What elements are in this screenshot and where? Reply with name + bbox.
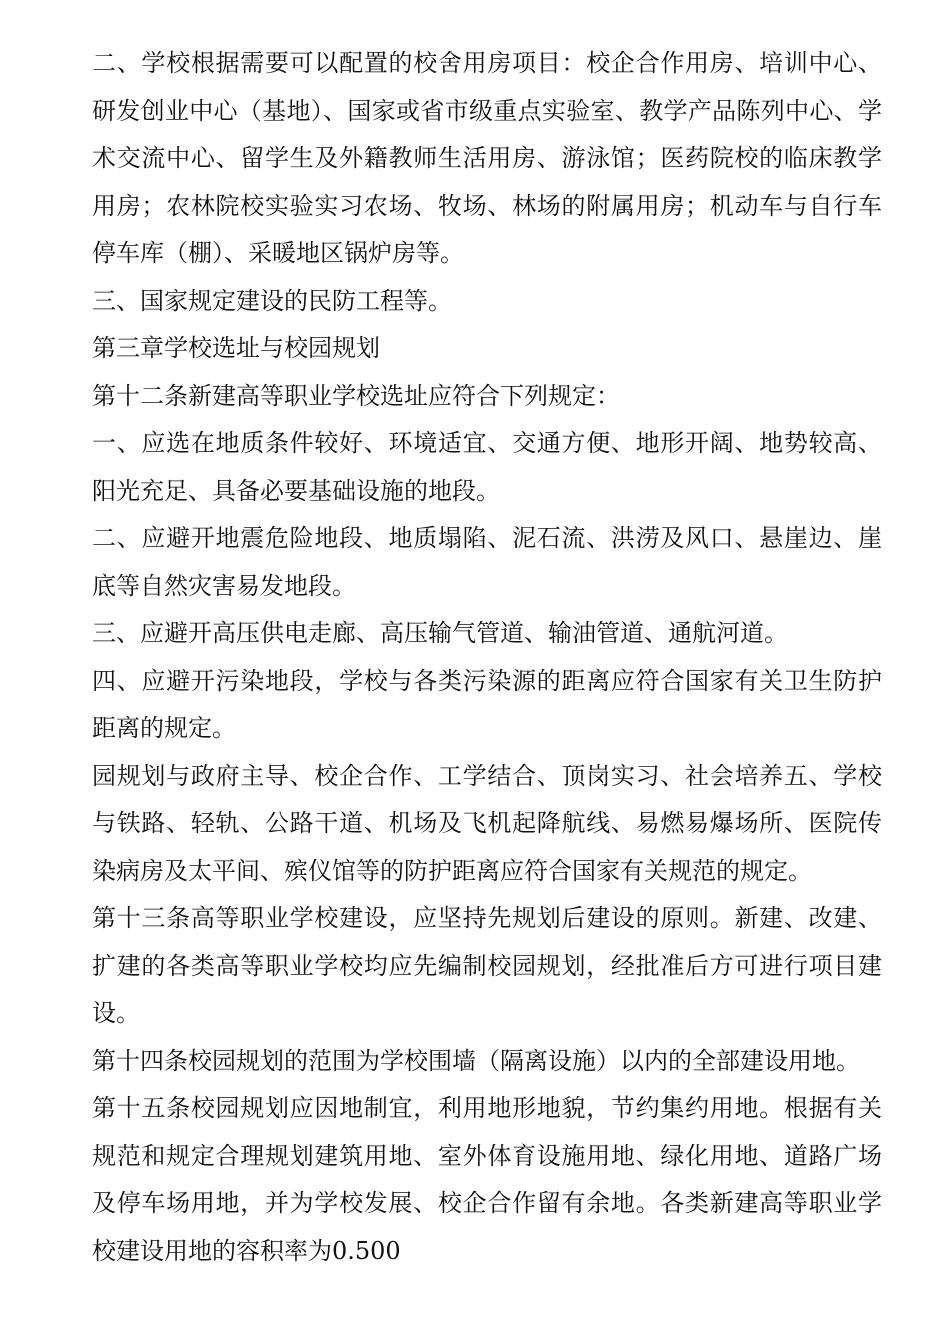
paragraph-site-selection-5: 园规划与政府主导、校企合作、工学结合、顶岗实习、社会培养五、学校与铁路、轻轨、公路干道、机场及飞机起降航线、易燃易爆场所、医院传染病房及太平间、殡仪馆等的防护距离应符合国家有关规范的规定。: [92, 761, 882, 885]
paragraph-site-selection-1: 一、应选在地质条件较好、环境适宜、交通方便、地形开阔、地势较高、阳光充足、具备必要基础设施的地段。: [92, 429, 882, 505]
paragraph-site-selection-3: 三、应避开高压供电走廊、高压输气管道、输油管道、通航河道。: [92, 619, 788, 647]
chapter-three-heading: 第三章学校选址与校园规划: [92, 334, 380, 362]
paragraph-site-selection-2: 二、应避开地震危险地段、地质塌陷、泥石流、洪涝及风口、悬崖边、崖底等自然灾害易发地段。: [92, 524, 882, 600]
article-twelve-heading: 第十二条新建高等职业学校选址应符合下列规定：: [92, 381, 620, 410]
article-fourteen: 第十四条校园规划的范围为学校围墙（隔离设施）以内的全部建设用地。: [92, 1046, 860, 1075]
paragraph-civil-defense: 三、国家规定建设的民防工程等。: [92, 286, 452, 315]
paragraph-campus-optional-rooms: 二、学校根据需要可以配置的校舍用房项目：校企合作用房、培训中心、研发创业中心（基地）、国家或省市级重点实验室、教学产品陈列中心、学术交流中心、留学生及外籍教师生活用房、游泳馆；医药院校的临床教学用房；农林院校实验实习农场、牧场、林场的附属用房；机动车与自行车停车库（棚）、采暖地区锅炉房等。: [92, 49, 882, 267]
document-body: [92, 40, 882, 1275]
article-fifteen: 第十五条校园规划应因地制宜，利用地形地貌，节约集约用地。根据有关规范和规定合理规划建筑用地、室外体育设施用地、绿化用地、道路广场及停车场用地，并为学校发展、校企合作留有余地。各类新建高等职业学校建设用地的容积率为0.500: [92, 1094, 882, 1265]
paragraph-site-selection-4: 四、应避开污染地段，学校与各类污染源的距离应符合国家有关卫生防护距离的规定。: [92, 666, 882, 742]
article-thirteen: 第十三条高等职业学校建设，应坚持先规划后建设的原则。新建、改建、扩建的各类高等职业学校均应先编制校园规划，经批准后方可进行项目建设。: [92, 904, 882, 1027]
